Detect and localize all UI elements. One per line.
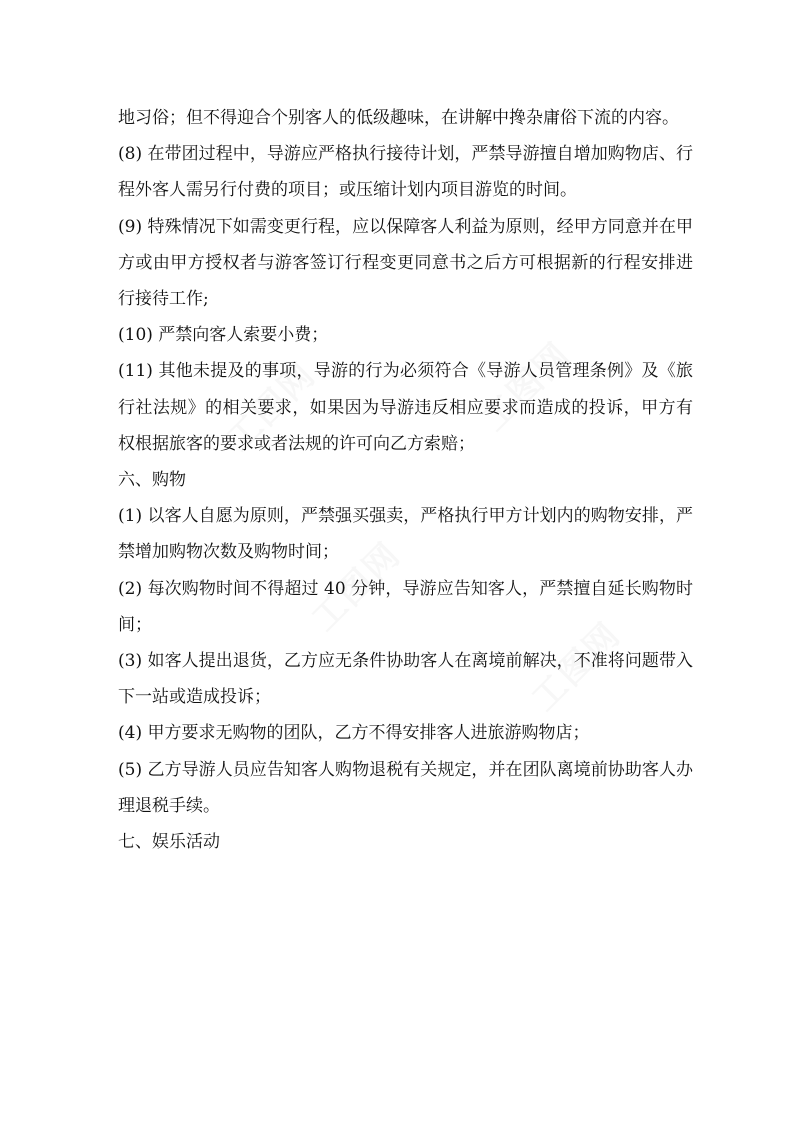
- paragraph-shopping-3: (3) 如客人提出退货，乙方应无条件协助客人在离境前解决，不准将问题带入下一站或造成投诉；: [118, 651, 693, 708]
- watermark: 工图网: [304, 534, 409, 640]
- paragraph-continued: 地习俗；但不得迎合个别客人的低级趣味，在讲解中搀杂庸俗下流的内容。: [118, 108, 679, 128]
- document-body: [118, 100, 693, 860]
- paragraph-item-9: (9) 特殊情况下如需变更行程，应以保障客人利益为原则，经甲方同意并在甲方或由甲方授权者与游客签订行程变更同意书之后方可根据新的行程安排进行接待工作;: [118, 216, 693, 310]
- paragraph-item-11: (11) 其他未提及的事项，导游的行为必须符合《导游人员管理条例》及《旅行社法规》的相关要求，如果因为导游违反相应要求而造成的投诉，甲方有权根据旅客的要求或者法规的许可向乙方索赔；: [118, 361, 693, 454]
- paragraph-item-8: (8) 在带团过程中，导游应严格执行接待计划，严禁导游擅自增加购物店、行程外客人需另行付费的项目；或压缩计划内项目游览的时间。: [118, 144, 693, 201]
- paragraph-item-10: (10) 严禁向客人索要小费；: [118, 325, 329, 346]
- paragraph-shopping-1: (1) 以客人自愿为原则，严禁强买强卖，严格执行甲方计划内的购物安排，严禁增加购物次数及购物时间；: [118, 506, 693, 563]
- paragraph-shopping-5: (5) 乙方导游人员应告知客人购物退税有关规定，并在团队离境前协助客人办理退税手续。: [118, 759, 693, 816]
- section-heading-shopping: 六、购物: [118, 470, 186, 491]
- section-heading-entertainment: 七、娱乐活动: [118, 832, 220, 853]
- watermark: 工图网: [524, 614, 629, 720]
- watermark: 工图网: [474, 334, 579, 440]
- paragraph-shopping-4: (4) 甲方要求无购物的团队，乙方不得安排客人进旅游购物店；: [118, 723, 590, 744]
- watermark: 工图网: [219, 354, 324, 460]
- paragraph-shopping-2: (2) 每次购物时间不得超过 40 分钟，导游应告知客人，严禁擅自延长购物时间；: [118, 578, 693, 635]
